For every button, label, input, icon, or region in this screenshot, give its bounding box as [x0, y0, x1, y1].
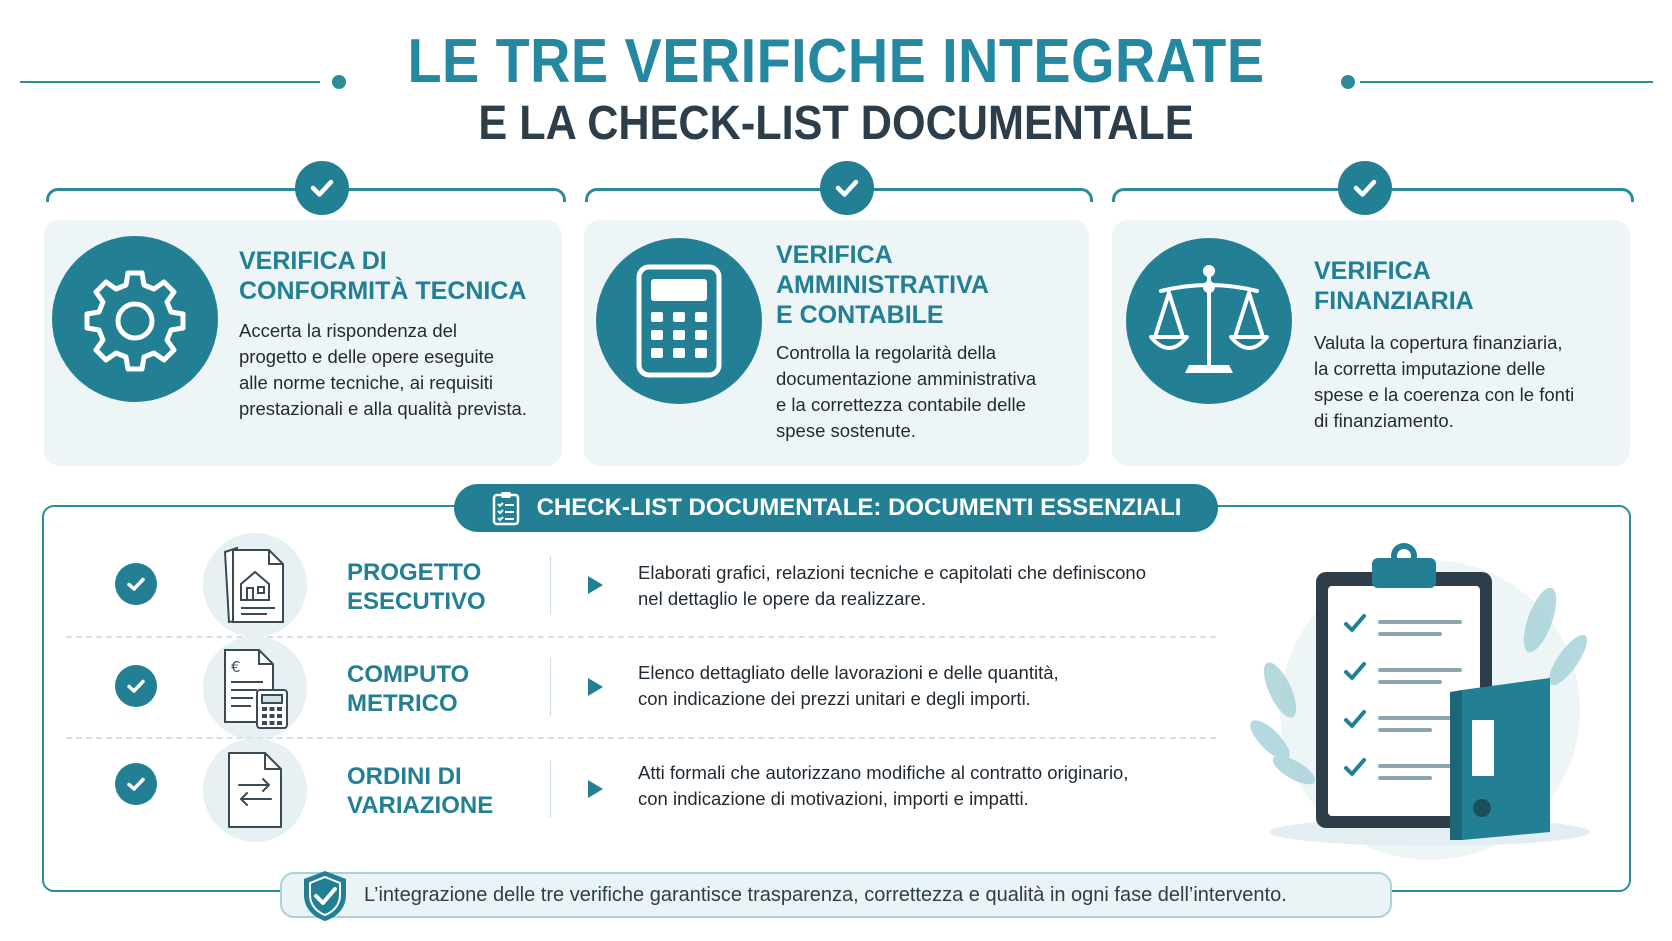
row-title: [347, 762, 547, 820]
check-badge-3: [1338, 161, 1392, 215]
scales-icon: [1147, 261, 1271, 381]
euro-calculator-document-icon: [217, 646, 293, 730]
row-title-line: PROGETTO: [347, 559, 482, 586]
clipboard-binder-illustration: [1250, 540, 1610, 870]
row-text-line: Atti formali che autorizzano modifiche al contratto originario,: [638, 762, 1129, 783]
arrow-right-icon: [588, 576, 603, 594]
card-title-line: E CONTABILE: [776, 301, 944, 329]
gear-icon: [79, 263, 191, 375]
card-text-line: prestazionali e alla qualità prevista.: [239, 398, 527, 419]
check-badge-2: [820, 161, 874, 215]
svg-text:€: €: [231, 658, 241, 676]
card-title-line: VERIFICA: [1314, 257, 1431, 285]
row-title-line: COMPUTO: [347, 661, 470, 688]
calculator-icon: [634, 262, 724, 380]
doc-circle: [203, 636, 307, 740]
row-text-line: Elaborati grafici, relazioni tecniche e capitolati che definiscono: [638, 562, 1147, 583]
footer-banner: [280, 872, 1392, 918]
card-icon-circle: [596, 238, 762, 404]
row-divider: [66, 737, 1216, 739]
row-text-line: con indicazione dei prezzi unitari e degli importi.: [638, 688, 1031, 709]
card-title-line: FINANZIARIA: [1314, 287, 1474, 315]
row-text-line: Elenco dettagliato delle lavorazioni e delle quantità,: [638, 662, 1059, 683]
row-text-line: con indicazione di motivazioni, importi e impatti.: [638, 788, 1029, 809]
row-check-icon: [115, 665, 157, 707]
doc-circle: [203, 533, 307, 637]
building-plan-document-icon: [219, 544, 291, 626]
card-technical-conformity: [44, 220, 562, 466]
checkmark-icon: [307, 173, 337, 203]
card-text-line: e la correttezza contabile delle: [776, 394, 1026, 415]
row-title: [347, 558, 547, 616]
checklist-header-label: CHECK-LIST DOCUMENTALE: DOCUMENTI ESSENZIALI: [536, 494, 1182, 521]
page-subtitle: E LA CHECK-LIST DOCUMENTALE: [478, 97, 1194, 150]
exchange-arrows-document-icon: [223, 749, 287, 831]
page-title: LE TRE VERIFICHE INTEGRATE: [407, 27, 1265, 96]
card-title-line: AMMINISTRATIVA: [776, 271, 989, 299]
card-administrative-accounting: [584, 220, 1089, 466]
row-text-line: nel dettaglio le opere da realizzare.: [638, 588, 926, 609]
clipboard-list-icon: [491, 490, 521, 526]
row-check-icon: [115, 763, 157, 805]
card-text-line: Valuta la copertura finanziaria,: [1314, 332, 1563, 353]
card-description: [239, 318, 554, 422]
row-description: [638, 760, 1198, 812]
card-icon-circle: [1126, 238, 1292, 404]
card-text-line: Controlla la regolarità della: [776, 342, 997, 363]
card-text-line: alle norme tecniche, ai requisiti: [239, 372, 493, 393]
card-financial: [1112, 220, 1630, 466]
row-separator: [550, 760, 551, 818]
card-title: [776, 240, 1076, 330]
row-separator: [550, 556, 551, 614]
card-text-line: Accerta la rispondenza del: [239, 320, 458, 341]
arrow-right-icon: [588, 678, 603, 696]
row-title-line: VARIAZIONE: [347, 792, 494, 819]
doc-circle: [203, 738, 307, 842]
card-description: [776, 340, 1081, 444]
row-description: [638, 560, 1198, 612]
card-title: [239, 246, 549, 306]
card-text-line: di finanziamento.: [1314, 410, 1454, 431]
card-text-line: spese sostenute.: [776, 420, 916, 441]
card-title-line: VERIFICA DI: [239, 247, 387, 275]
checkmark-icon: [1350, 173, 1380, 203]
card-icon-circle: [52, 236, 218, 402]
row-title-line: ESECUTIVO: [347, 588, 486, 615]
arrow-right-icon: [588, 780, 603, 798]
row-check-icon: [115, 563, 157, 605]
card-text-line: spese e la coerenza con le fonti: [1314, 384, 1575, 405]
card-text-line: documentazione amministrativa: [776, 368, 1037, 389]
row-title-line: ORDINI DI: [347, 763, 462, 790]
row-title: [347, 660, 547, 718]
footer-text: L’integrazione delle tre verifiche garantisce trasparenza, correttezza e qualità in ogni fase dell’intervento.: [364, 884, 1287, 906]
row-title-line: METRICO: [347, 690, 458, 717]
card-text-line: progetto e delle opere eseguite: [239, 346, 495, 367]
row-separator: [550, 658, 551, 716]
row-description: [638, 660, 1198, 712]
check-badge-1: [295, 161, 349, 215]
shield-check-icon: [300, 868, 350, 924]
card-text-line: la corretta imputazione delle: [1314, 358, 1546, 379]
card-title-line: CONFORMITÀ TECNICA: [239, 277, 527, 305]
checklist-header: [454, 484, 1218, 532]
checkmark-icon: [832, 173, 862, 203]
card-title-line: VERIFICA: [776, 241, 893, 269]
card-title: [1314, 256, 1614, 316]
card-description: [1314, 330, 1624, 434]
